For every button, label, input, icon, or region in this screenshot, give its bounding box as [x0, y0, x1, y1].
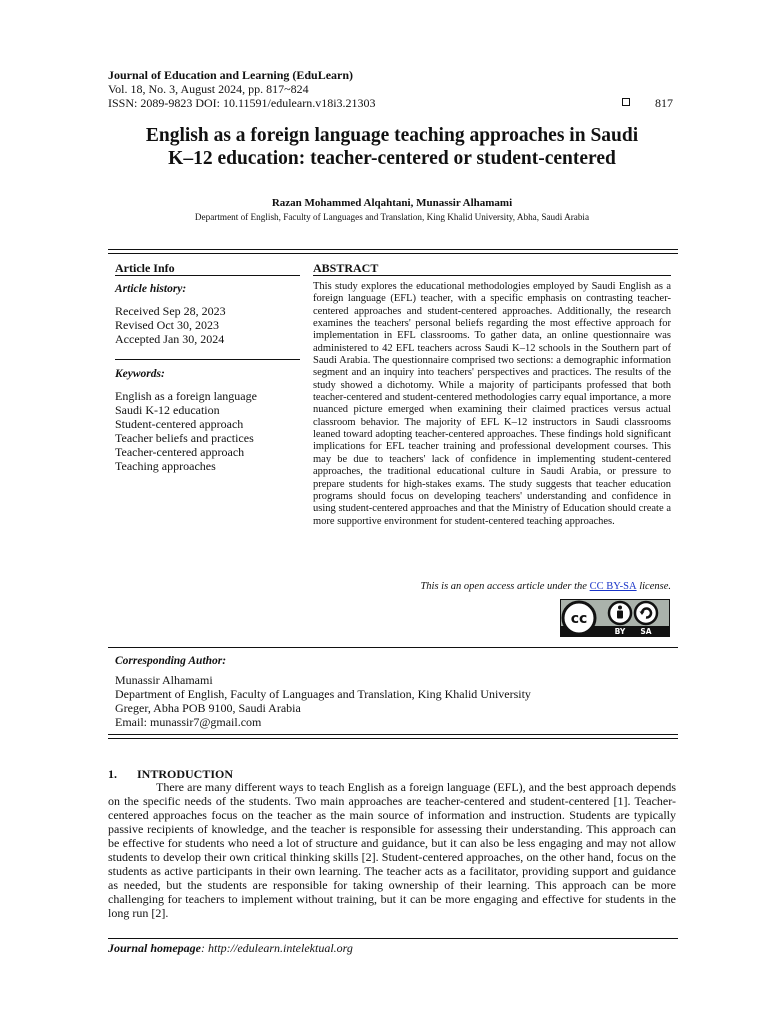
received-date: Received Sep 28, 2023 — [115, 304, 226, 318]
license-suffix: license. — [636, 581, 671, 592]
history-rule — [115, 359, 300, 360]
authors: Razan Mohammed Alqahtani, Munassir Alhamami — [271, 197, 513, 209]
footer-rule — [108, 938, 678, 939]
license-prefix: This is an open access article under the — [420, 581, 590, 592]
cc-icon — [563, 602, 595, 634]
issn-line: ISSN: 2089-9823 DOI: 10.11591/edulearn.v18i3.21303 — [108, 96, 376, 110]
corresponding-name: Munassir Alhamami — [115, 673, 213, 687]
bottom-rule-2 — [108, 738, 678, 739]
svg-text:cc: cc — [570, 611, 588, 627]
homepage-url[interactable]: : http://edulearn.intelektual.org — [201, 941, 353, 955]
corresponding-heading: Corresponding Author: — [115, 655, 227, 667]
bottom-rule-1 — [108, 734, 678, 735]
keyword-item: English as a foreign language — [115, 389, 257, 403]
keyword-item: Saudi K-12 education — [115, 403, 220, 417]
keyword-item: Teacher-centered approach — [115, 445, 245, 459]
top-rule-1 — [108, 249, 678, 250]
badge-sa-label: SA — [640, 627, 652, 636]
cc-by-sa-link[interactable]: CC BY-SA — [589, 581, 637, 592]
volume-line: Vol. 18, No. 3, August 2024, pp. 817~824 — [108, 82, 309, 96]
keyword-item: Teaching approaches — [115, 459, 216, 473]
top-rule-2 — [108, 253, 678, 254]
section-number: 1. — [108, 767, 117, 781]
keyword-item: Teacher beliefs and practices — [115, 431, 254, 445]
article-title — [108, 124, 676, 170]
article-info-heading: Article Info — [115, 261, 175, 275]
title-line-2: K–12 education: teacher-centered or student-centered — [168, 148, 616, 169]
cc-by-sa-badge[interactable] — [560, 599, 670, 637]
introduction-text: There are many different ways to teach English as a foreign language (EFL), and the best approach depends on the specific needs of the students. Two main approaches are teacher-centered and student-centered [1]. Teacher-centered approaches focus on the teacher as the main source of information and instruction. Students are typically passive recipients of knowledge, and the teacher is responsible for assessing their understanding. This approach can be effective for students who need a lot of structure and guidance, but it can also be less engaging and may not allow students to develop their own critical thinking skills [2]. Student-centered approaches, on the other hand, focus on the students as active participants in their own learning. The teacher acts as a facilitator, providing support and guidance as needed, but the students are responsible for taking ownership of their learning. This approach can be more challenging for teachers to implement without training, but it can be more engaging and effective for students in the long run [2]. — [108, 780, 676, 920]
abstract-text: This study explores the educational methodologies employed by Saudi English as a foreign language (EFL) teacher, with a specific emphasis on contrasting teacher-centered approaches and student-centered approaches. Additionally, the research examines the teachers' personal beliefs regarding the most effective approach for implementation in EFL classrooms. To gather data, an online questionnaire was administered to 42 EFL teachers across Saudi K‒12 schools in the Southern part of Saudi Arabia. The questionnaire comprised two sections: a demographic information segment and an inquiry into teachers' perspectives and practices. The results of the study showed a dichotomy. While a majority of participants professed that both teacher-centered and student-centered methodologies carry equal importance, a more nuanced picture emerged when examining their claimed practices versus actual classroom behavior. The majority of EFL K‒12 instructors in Saudi classrooms leaned toward adopting teacher-centered approaches. These findings hold significant implications for EFL teacher training and professional development courses. This may be due to teachers' lack of confidence in implementing student-centered approaches, the traditional educational culture in Saudi Arabia, or pressure to prepare students for high-stakes exams. The study suggests that teacher education programs should focus on developing teachers' understanding and confidence in using student-centered approaches and that the Ministry of Education should create a more supportive environment for student-centered teaching approaches. — [313, 281, 671, 527]
affiliation: Department of English, Faculty of Languages and Translation, King Khalid University, Abha, Saudi Arabia — [194, 212, 590, 222]
info-heading-rule — [115, 275, 300, 276]
badge-by-label: BY — [614, 627, 626, 636]
keywords-heading: Keywords: — [115, 368, 165, 380]
corresponding-top-rule — [108, 647, 678, 648]
history-heading: Article history: — [115, 283, 187, 295]
homepage-label: Journal homepage — [108, 941, 202, 955]
corresponding-address: Greger, Abha POB 9100, Saudi Arabia — [115, 701, 301, 715]
sa-share-alike-icon — [635, 602, 657, 624]
page-number: 817 — [655, 96, 673, 110]
journal-homepage — [108, 941, 353, 956]
by-person-icon — [609, 602, 631, 624]
corresponding-details — [115, 673, 531, 729]
abstract-heading: ABSTRACT — [313, 261, 379, 275]
abstract-heading-rule — [313, 275, 671, 276]
journal-name: Journal of Education and Learning (EduLearn) — [108, 68, 354, 82]
accepted-date: Accepted Jan 30, 2024 — [115, 332, 225, 346]
square-icon — [622, 98, 630, 106]
corresponding-email: Email: munassir7@gmail.com — [115, 715, 262, 729]
keyword-item: Student-centered approach — [115, 417, 244, 431]
title-line-1: English as a foreign language teaching approaches in Saudi — [145, 125, 639, 146]
section-title: INTRODUCTION — [137, 767, 234, 781]
revised-date: Revised Oct 30, 2023 — [115, 318, 219, 332]
corresponding-department: Department of English, Faculty of Languages and Translation, King Khalid University — [115, 687, 531, 701]
license-line — [313, 581, 671, 592]
